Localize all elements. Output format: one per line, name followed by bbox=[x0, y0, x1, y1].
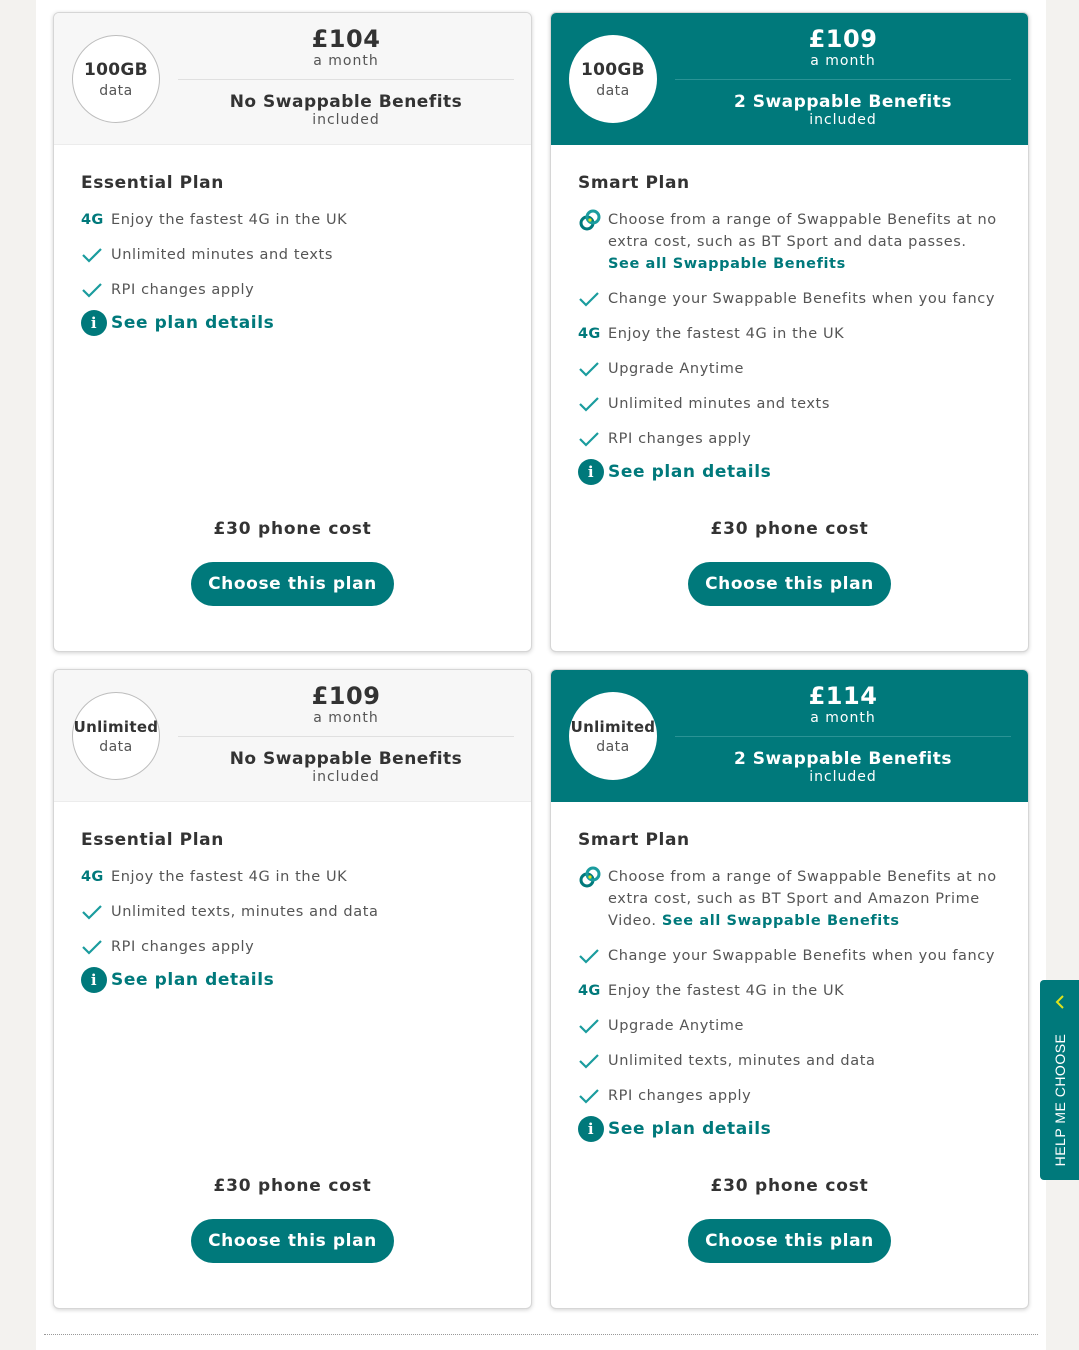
check-icon bbox=[578, 1051, 602, 1071]
price-period: a month bbox=[313, 710, 379, 726]
feature-item bbox=[81, 244, 511, 266]
plan-name: Smart Plan bbox=[578, 830, 690, 850]
check-icon bbox=[81, 280, 105, 300]
feature-item bbox=[578, 1050, 1008, 1072]
choose-plan-button[interactable]: Choose this plan bbox=[688, 562, 891, 606]
swap-link-icon bbox=[578, 210, 602, 230]
feature-item bbox=[578, 358, 1008, 380]
monthly-price: £114 bbox=[808, 682, 878, 710]
see-plan-details-label: See plan details bbox=[608, 462, 772, 482]
plan-card-header bbox=[551, 13, 1028, 145]
feature-item bbox=[81, 209, 511, 231]
feature-list bbox=[578, 209, 1008, 498]
data-amount: 100GB bbox=[581, 59, 645, 80]
feature-list bbox=[81, 866, 511, 1006]
4g-icon: 4G bbox=[81, 212, 104, 228]
4g-icon: 4G bbox=[578, 326, 601, 342]
swappable-benefits-item bbox=[578, 209, 1008, 275]
data-allowance-badge bbox=[72, 35, 160, 123]
feature-text: Enjoy the fastest 4G in the UK bbox=[111, 212, 348, 228]
feature-item bbox=[578, 1085, 1008, 1107]
feature-text: RPI changes apply bbox=[608, 431, 752, 447]
check-icon bbox=[578, 289, 602, 309]
choose-plan-button[interactable]: Choose this plan bbox=[191, 1219, 394, 1263]
see-all-swappable-benefits-link[interactable]: See all Swappable Benefits bbox=[661, 913, 900, 929]
feature-item bbox=[578, 1015, 1008, 1037]
feature-item bbox=[578, 288, 1008, 310]
monthly-price: £109 bbox=[808, 25, 878, 53]
check-icon bbox=[81, 937, 105, 957]
plan-card-header bbox=[54, 670, 531, 802]
feature-item bbox=[578, 980, 1008, 1002]
swappable-benefits-count: No Swappable Benefits bbox=[229, 749, 463, 769]
info-icon: i bbox=[81, 967, 107, 993]
see-plan-details-link[interactable] bbox=[81, 310, 511, 336]
help-me-choose-label: HELP ME CHOOSE bbox=[1052, 1033, 1068, 1167]
phone-cost: £30 phone cost bbox=[213, 1176, 372, 1196]
info-icon: i bbox=[578, 1116, 604, 1142]
swappable-benefits-text: Choose from a range of Swappable Benefits at no extra cost, such as BT Sport and data passes. bbox=[608, 212, 997, 250]
feature-text: RPI changes apply bbox=[111, 282, 255, 298]
check-icon bbox=[578, 946, 602, 966]
data-amount: Unlimited bbox=[73, 717, 159, 736]
header-divider bbox=[178, 736, 514, 737]
feature-text: Unlimited texts, minutes and data bbox=[608, 1053, 876, 1069]
feature-item bbox=[81, 901, 511, 923]
monthly-price: £104 bbox=[311, 25, 381, 53]
feature-text: RPI changes apply bbox=[608, 1088, 752, 1104]
feature-text: RPI changes apply bbox=[111, 939, 255, 955]
see-plan-details-label: See plan details bbox=[111, 970, 275, 990]
data-unit: data bbox=[99, 738, 133, 755]
plan-card-smart-100gb bbox=[550, 12, 1029, 652]
data-allowance-badge bbox=[569, 692, 657, 780]
data-unit: data bbox=[596, 82, 630, 99]
data-amount: 100GB bbox=[84, 59, 148, 80]
check-icon bbox=[578, 359, 602, 379]
feature-item bbox=[81, 866, 511, 888]
plan-card-header bbox=[54, 13, 531, 145]
feature-item bbox=[578, 945, 1008, 967]
benefits-included-label: included bbox=[312, 112, 380, 128]
check-icon bbox=[81, 245, 105, 265]
choose-plan-button[interactable]: Choose this plan bbox=[191, 562, 394, 606]
feature-list bbox=[81, 209, 511, 349]
data-unit: data bbox=[99, 82, 133, 99]
price-period: a month bbox=[810, 710, 876, 726]
header-divider bbox=[675, 79, 1011, 80]
feature-item bbox=[578, 323, 1008, 345]
info-icon: i bbox=[81, 310, 107, 336]
help-me-choose-tab[interactable] bbox=[1040, 980, 1079, 1180]
phone-cost: £30 phone cost bbox=[710, 519, 869, 539]
feature-text: Upgrade Anytime bbox=[608, 1018, 745, 1034]
see-plan-details-label: See plan details bbox=[111, 313, 275, 333]
swap-link-icon bbox=[578, 867, 602, 887]
header-divider bbox=[178, 79, 514, 80]
benefits-included-label: included bbox=[809, 112, 877, 128]
header-divider bbox=[675, 736, 1011, 737]
feature-text: Enjoy the fastest 4G in the UK bbox=[111, 869, 348, 885]
feature-list bbox=[578, 866, 1008, 1155]
feature-text: Unlimited texts, minutes and data bbox=[111, 904, 379, 920]
phone-cost: £30 phone cost bbox=[710, 1176, 869, 1196]
check-icon bbox=[578, 1016, 602, 1036]
data-allowance-badge bbox=[72, 692, 160, 780]
feature-text: Unlimited minutes and texts bbox=[111, 247, 333, 263]
price-period: a month bbox=[313, 53, 379, 69]
feature-text: Change your Swappable Benefits when you fancy bbox=[608, 291, 996, 307]
swappable-benefits-text: Choose from a range of Swappable Benefits at no extra cost, such as BT Sport and Amazon Prime Video. bbox=[608, 869, 997, 929]
plan-card-header bbox=[551, 670, 1028, 802]
feature-item bbox=[81, 279, 511, 301]
swappable-benefits-count: 2 Swappable Benefits bbox=[733, 92, 952, 112]
check-icon bbox=[578, 394, 602, 414]
4g-icon: 4G bbox=[81, 869, 104, 885]
data-unit: data bbox=[596, 738, 630, 755]
plan-name: Smart Plan bbox=[578, 173, 690, 193]
benefits-included-label: included bbox=[809, 769, 877, 785]
benefits-included-label: included bbox=[312, 769, 380, 785]
feature-text: Unlimited minutes and texts bbox=[608, 396, 830, 412]
see-plan-details-label: See plan details bbox=[608, 1119, 772, 1139]
feature-item bbox=[81, 936, 511, 958]
choose-plan-button[interactable]: Choose this plan bbox=[688, 1219, 891, 1263]
see-plan-details-link[interactable] bbox=[578, 459, 1008, 485]
4g-icon: 4G bbox=[578, 983, 601, 999]
swappable-benefits-count: No Swappable Benefits bbox=[229, 92, 463, 112]
feature-item bbox=[578, 428, 1008, 450]
plan-name: Essential Plan bbox=[81, 173, 224, 193]
price-period: a month bbox=[810, 53, 876, 69]
check-icon bbox=[578, 429, 602, 449]
data-allowance-badge bbox=[569, 35, 657, 123]
swappable-benefits-item bbox=[578, 866, 1008, 932]
info-icon: i bbox=[578, 459, 604, 485]
feature-text: Enjoy the fastest 4G in the UK bbox=[608, 326, 845, 342]
feature-item bbox=[578, 393, 1008, 415]
see-plan-details-link[interactable] bbox=[81, 967, 511, 993]
plan-card-smart-unlimited bbox=[550, 669, 1029, 1309]
swappable-benefits-count: 2 Swappable Benefits bbox=[733, 749, 952, 769]
feature-text: Enjoy the fastest 4G in the UK bbox=[608, 983, 845, 999]
chevron-left-icon bbox=[1052, 994, 1068, 1010]
check-icon bbox=[578, 1086, 602, 1106]
see-plan-details-link[interactable] bbox=[578, 1116, 1008, 1142]
plan-name: Essential Plan bbox=[81, 830, 224, 850]
plan-card-essential-unlimited bbox=[53, 669, 532, 1309]
plan-card-essential-100gb bbox=[53, 12, 532, 652]
monthly-price: £109 bbox=[311, 682, 381, 710]
see-all-swappable-benefits-link[interactable]: See all Swappable Benefits bbox=[608, 256, 846, 272]
feature-text: Change your Swappable Benefits when you fancy bbox=[608, 948, 996, 964]
feature-text: Upgrade Anytime bbox=[608, 361, 745, 377]
data-amount: Unlimited bbox=[570, 717, 656, 736]
check-icon bbox=[81, 902, 105, 922]
dotted-divider bbox=[44, 1334, 1038, 1335]
phone-cost: £30 phone cost bbox=[213, 519, 372, 539]
